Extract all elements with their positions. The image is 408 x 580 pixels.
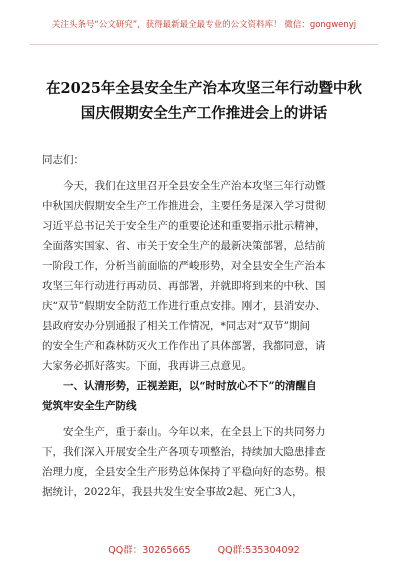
document-body — [42, 150, 372, 502]
paragraph-line: 县政府安办分别通报了相关工作情况，*同志对“双节”期间 — [42, 320, 310, 332]
footer-qq-group-2: QQ群:535304092 — [217, 545, 300, 556]
document-title — [30, 76, 378, 126]
salutation: 同志们： — [42, 154, 84, 166]
title-line-1: 在2025年全县安全生产治本攻坚三年行动暨中秋 — [46, 80, 362, 97]
paragraph-line: 下，我们深入开展安全生产各项专项整治，持续加大隐患排查 — [42, 446, 326, 458]
header-banner: 关注头条号“公文研究”，获得最新最全最专业的公文资料库！ 微信：gongwenyj — [51, 20, 357, 30]
paragraph-line: 大家务必抓好落实。下面，我再讲三点意见。 — [42, 360, 252, 372]
paragraph-1 — [42, 176, 372, 376]
section-heading-line: 觉筑牢安全生产防线 — [42, 400, 137, 412]
section-heading-line: 一、认清形势，正视差距，以“时时放心不下”的清醒自 — [63, 380, 317, 392]
paragraph-line: 攻坚三年行动进行再动员、再部署，并就即将到来的中秋、国 — [42, 280, 326, 292]
footer — [0, 542, 408, 556]
footer-qq-group-1: QQ群：30265665 — [108, 545, 191, 556]
section-heading-1 — [42, 376, 372, 416]
header-divider — [30, 44, 378, 45]
paragraph-line: 治理力度，全县安全生产形势总体保持了平稳向好的态势。根 — [42, 466, 326, 478]
paragraph-line: 习近平总书记关于安全生产的重要论述和重要指示批示精神， — [42, 220, 326, 232]
paragraph-line: 全面落实国家、省、市关于安全生产的最新决策部署，总结前 — [42, 240, 326, 252]
paragraph-line: 一阶段工作，分析当前面临的严峻形势，对全县安全生产治本 — [42, 260, 326, 272]
paragraph-line: 今天，我们在这里召开全县安全生产治本攻坚三年行动暨 — [63, 180, 326, 192]
paragraph-2 — [42, 422, 372, 502]
paragraph-line: 安全生产，重于泰山。今年以来，在全县上下的共同努力 — [63, 426, 326, 438]
paragraph-line: 中秋国庆假期安全生产工作推进会，主要任务是深入学习贯彻 — [42, 200, 326, 212]
paragraph-line: 的安全生产和森林防灭火工作作出了具体部署，我都同意，请 — [42, 340, 326, 352]
paragraph-line: 据统计，2022年，我县共发生安全事故2起、死亡3人， — [42, 486, 303, 498]
paragraph-line: 庆“双节”假期安全防范工作进行重点安排。刚才，县消安办、 — [42, 300, 326, 312]
title-line-2: 国庆假期安全生产工作推进会上的讲话 — [80, 105, 328, 122]
